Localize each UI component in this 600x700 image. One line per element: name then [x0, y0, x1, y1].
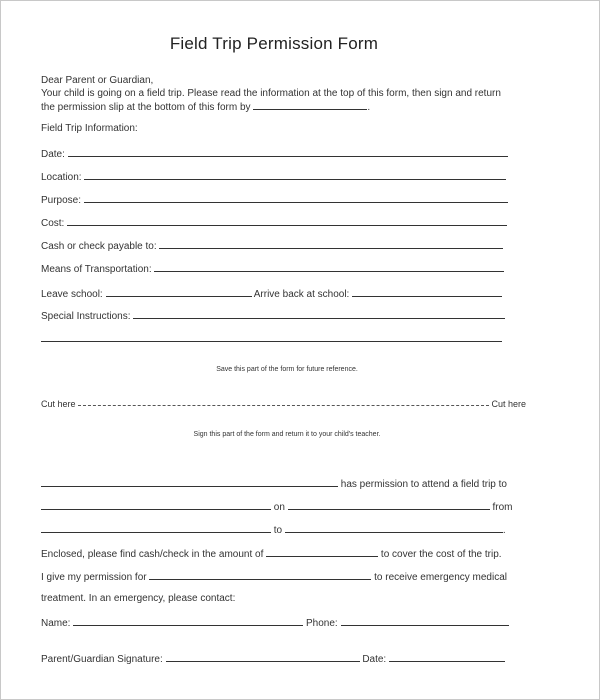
from-time-field[interactable] — [41, 523, 271, 533]
dashed-separator — [78, 405, 490, 406]
treatment-text: treatment. In an emergency, please contact: — [41, 593, 236, 604]
special-row-2 — [41, 332, 502, 346]
intro-line-2-text: the permission slip at the bottom of this form by — [41, 102, 251, 113]
amount-field[interactable] — [266, 547, 378, 557]
cost-row — [41, 216, 507, 230]
date-label: Date: — [41, 149, 65, 160]
enclosed-row — [41, 547, 502, 561]
arrive-label: Arrive back at school: — [253, 289, 350, 300]
permission-text: has permission to attend a field trip to — [340, 479, 507, 490]
destination-field[interactable] — [41, 500, 271, 510]
purpose-label: Purpose: — [41, 195, 82, 206]
consent-name-field[interactable] — [149, 570, 371, 580]
intro-end: . — [367, 102, 371, 113]
leave-label: Leave school: — [41, 289, 103, 300]
special-field[interactable] — [133, 309, 505, 319]
payable-row — [41, 239, 503, 253]
payable-field[interactable] — [159, 239, 503, 249]
destination-row — [41, 500, 512, 514]
signature-row — [41, 652, 505, 666]
leave-arrive-row — [41, 287, 502, 301]
page-title: Field Trip Permission Form — [169, 34, 379, 53]
to-text: to — [273, 525, 283, 536]
permission-row — [41, 477, 507, 491]
location-label: Location: — [41, 172, 82, 183]
special-row — [41, 309, 505, 323]
special-field-2[interactable] — [41, 332, 502, 342]
contact-phone-field[interactable] — [341, 616, 509, 626]
trip-date-field[interactable] — [288, 500, 490, 510]
enclosed-pre-text: Enclosed, please find cash/check in the amount of — [41, 549, 264, 560]
transport-label: Means of Transportation: — [41, 264, 152, 275]
contact-name-field[interactable] — [73, 616, 303, 626]
return-by-date-field[interactable] — [253, 100, 367, 110]
contact-phone-label: Phone: — [306, 618, 338, 629]
sign-note: Sign this part of the form and return it to your child's teacher. — [193, 431, 381, 438]
give-pre-text: I give my permission for — [41, 572, 147, 583]
contact-name-label: Name: — [41, 618, 71, 629]
cut-line — [41, 399, 526, 409]
date-field[interactable] — [68, 147, 508, 157]
save-note: Save this part of the form for future reference. — [216, 366, 358, 373]
signature-label: Parent/Guardian Signature: — [41, 654, 163, 665]
signature-field[interactable] — [166, 652, 360, 662]
consent-row — [41, 570, 507, 584]
payable-label: Cash or check payable to: — [41, 241, 157, 252]
intro-line-2 — [41, 100, 370, 114]
info-heading: Field Trip Information: — [41, 123, 138, 134]
transport-row — [41, 262, 504, 276]
special-label: Special Instructions: — [41, 311, 131, 322]
signature-date-label: Date: — [362, 654, 387, 665]
transport-field[interactable] — [154, 262, 504, 272]
cost-field[interactable] — [67, 216, 507, 226]
cost-label: Cost: — [41, 218, 65, 229]
enclosed-post-text: to cover the cost of the trip. — [380, 549, 502, 560]
signature-date-field[interactable] — [389, 652, 505, 662]
from-text: from — [492, 502, 513, 513]
leave-field[interactable] — [106, 287, 252, 297]
intro-line-1: Your child is going on a field trip. Please read the information at the top of this form, then sign and return — [41, 88, 501, 99]
date-row — [41, 147, 508, 161]
location-field[interactable] — [84, 170, 506, 180]
time-row — [41, 523, 506, 537]
on-text: on — [273, 502, 285, 513]
greeting: Dear Parent or Guardian, — [41, 75, 154, 86]
purpose-row — [41, 193, 508, 207]
cut-right-label: Cut here — [491, 399, 526, 409]
give-post-text: to receive emergency medical — [374, 572, 507, 583]
arrive-field[interactable] — [352, 287, 502, 297]
to-time-field[interactable] — [285, 523, 503, 533]
purpose-field[interactable] — [84, 193, 508, 203]
student-name-field[interactable] — [41, 477, 338, 487]
location-row — [41, 170, 506, 184]
contact-row — [41, 616, 509, 630]
cut-left-label: Cut here — [41, 399, 76, 409]
time-row-end: . — [502, 525, 506, 536]
